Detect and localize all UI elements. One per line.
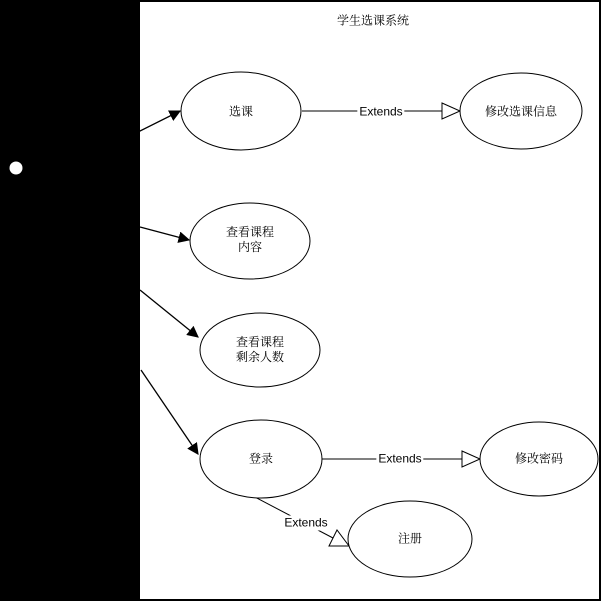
association-actor-login [141, 370, 198, 454]
usecase-view-course-content-label-line1: 查看课程 [225, 225, 275, 239]
usecase-view-remaining-seats-label-line1: 查看课程 [235, 335, 285, 349]
association-actor-view-remaining-seats [140, 290, 198, 337]
usecase-login-label: 登录 [248, 451, 274, 466]
extends-arrowhead-login-to-password [462, 451, 480, 467]
extends-label-login-to-password: Extends [378, 451, 422, 466]
usecase-view-course-content-label [226, 225, 274, 255]
usecase-change-password-label: 修改密码 [514, 451, 564, 466]
usecase-modify-selection-info-label: 修改选课信息 [484, 104, 558, 119]
usecase-view-remaining-seats-label-line2: 剩余人数 [235, 350, 285, 364]
association-actor-select-course [138, 111, 180, 132]
usecase-view-course-content-label-line2: 内容 [237, 240, 263, 254]
extends-arrowhead-select-to-modify [442, 103, 460, 119]
usecase-select-course-label: 选课 [228, 104, 254, 119]
system-title: 学生选课系统 [336, 13, 410, 28]
extends-label-select-to-modify: Extends [359, 104, 403, 119]
actor-dot [10, 162, 23, 175]
extends-label-login-to-register: Extends [284, 515, 328, 530]
usecase-view-remaining-seats-label [236, 335, 284, 365]
association-actor-view-course-content [140, 227, 189, 240]
usecase-register-label: 注册 [397, 531, 423, 546]
left-black-panel [0, 0, 140, 601]
